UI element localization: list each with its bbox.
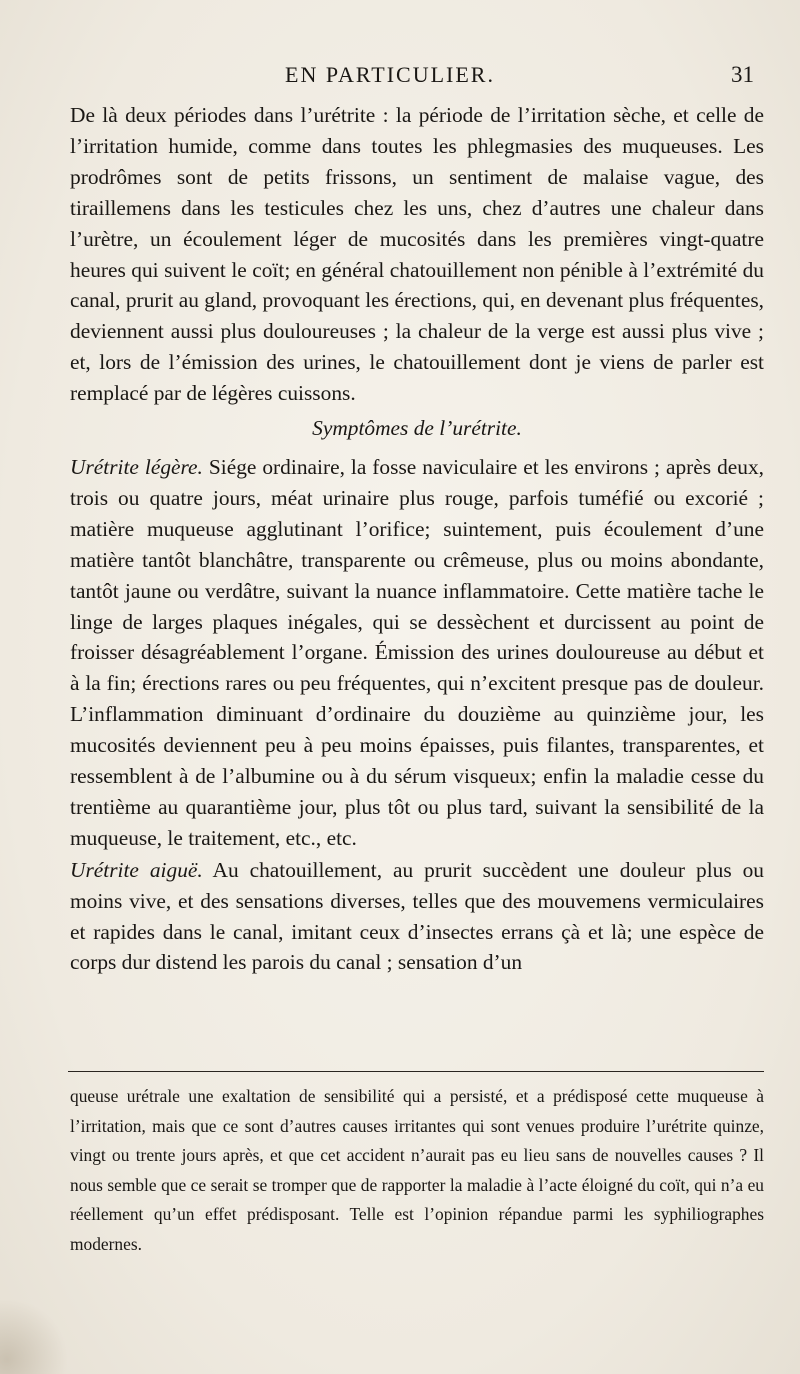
running-head: EN PARTICULIER. (285, 62, 495, 87)
paragraph-text-aigue: Au chatouillement, au prurit succèdent une douleur plus ou moins vive, et des sensations diverses, telles que des mouvemens vermiculaires et rapides dans le canal, imitant ceux d’insectes errans çà et là; une espèce de corps dur distend les parois du canal ; sensation d’un (70, 857, 764, 975)
page-number: 31 (731, 62, 754, 87)
paragraph-lead-legere: Urétrite légère. (70, 454, 203, 479)
paragraph-uretrite-aigue (70, 855, 764, 979)
section-heading: Symptômes de l’urétrite. (312, 416, 522, 441)
paper-stain (0, 1300, 70, 1374)
footnote: queuse urétrale une exaltation de sensibilité qui a persisté, et a prédisposé cette muqueuse à l’irritation, mais que ce sont d’autres causes irritantes qui sont venues produire l’urétrite quinze, vingt ou trente jours après, et que cet accident n’aurait pas eu lieu sans de nouvelles causes ? Il nous semble que ce serait se tromper que de rapporter la maladie à l’acte éloigné du coït, qui n’a eu réellement qu’un effet prédisposant. Telle est l’opinion répandue parmi les syphiliographes modernes. (70, 1086, 764, 1254)
paragraph-periods: De là deux périodes dans l’urétrite : la période de l’irritation sèche, et celle de l’irritation humide, comme dans toutes les phlegmasies des muqueuses. Les prodrômes sont de petits frissons, un sentiment de malaise vague, des tiraillemens dans les testicules chez les uns, chez d’autres une chaleur dans l’urètre, un écoulement léger de mucosités dans les premières vingt-quatre heures qui suivent le coït; en général chatouillement non pénible à l’extrémité du canal, prurit au gland, provoquant les érections, qui, en devenant plus fréquentes, deviennent aussi plus douloureuses ; la chaleur de la verge est aussi plus vive ; et, lors de l’émission des urines, le chatouillement dont je viens de parler est remplacé par de légères cuissons. (70, 103, 764, 406)
paragraph-uretrite-legere (70, 452, 764, 854)
footnote-rule (68, 1071, 764, 1072)
paragraph-text-legere: Siége ordinaire, la fosse naviculaire et les environs ; après deux, trois ou quatre jours, méat urinaire plus rouge, parfois tuméfié ou excorié ; matière muqueuse agglutinant l’orifice; suintement, puis écoulement d’une matière tantôt blanchâtre, transparente ou crêmeuse, plus ou moins abondante, tantôt jaune ou verdâtre, suivant la nuance inflammatoire. Cette matière tache le linge de larges plaques inégales, qui se dessèchent et durcissent au point de froisser désagréablement l’organe. Émission des urines douloureuse au début et à la fin; érections rares ou peu fréquentes, qui n’excitent presque pas de douleur. L’inflammation diminuant d’ordinaire du douzième au quinzième jour, les mucosités deviennent peu à peu moins épaisses, puis filantes, transparentes, et ressemblent à de l’albumine ou à du sérum visqueux; enfin la maladie cesse du trentième au quarantième jour, plus tôt ou plus tard, suivant la sensibilité de la muqueuse, le traitement, etc., etc. (70, 454, 764, 850)
main-text (70, 100, 764, 978)
page-header (60, 62, 760, 96)
paragraph-lead-aigue: Urétrite aiguë. (70, 857, 203, 882)
